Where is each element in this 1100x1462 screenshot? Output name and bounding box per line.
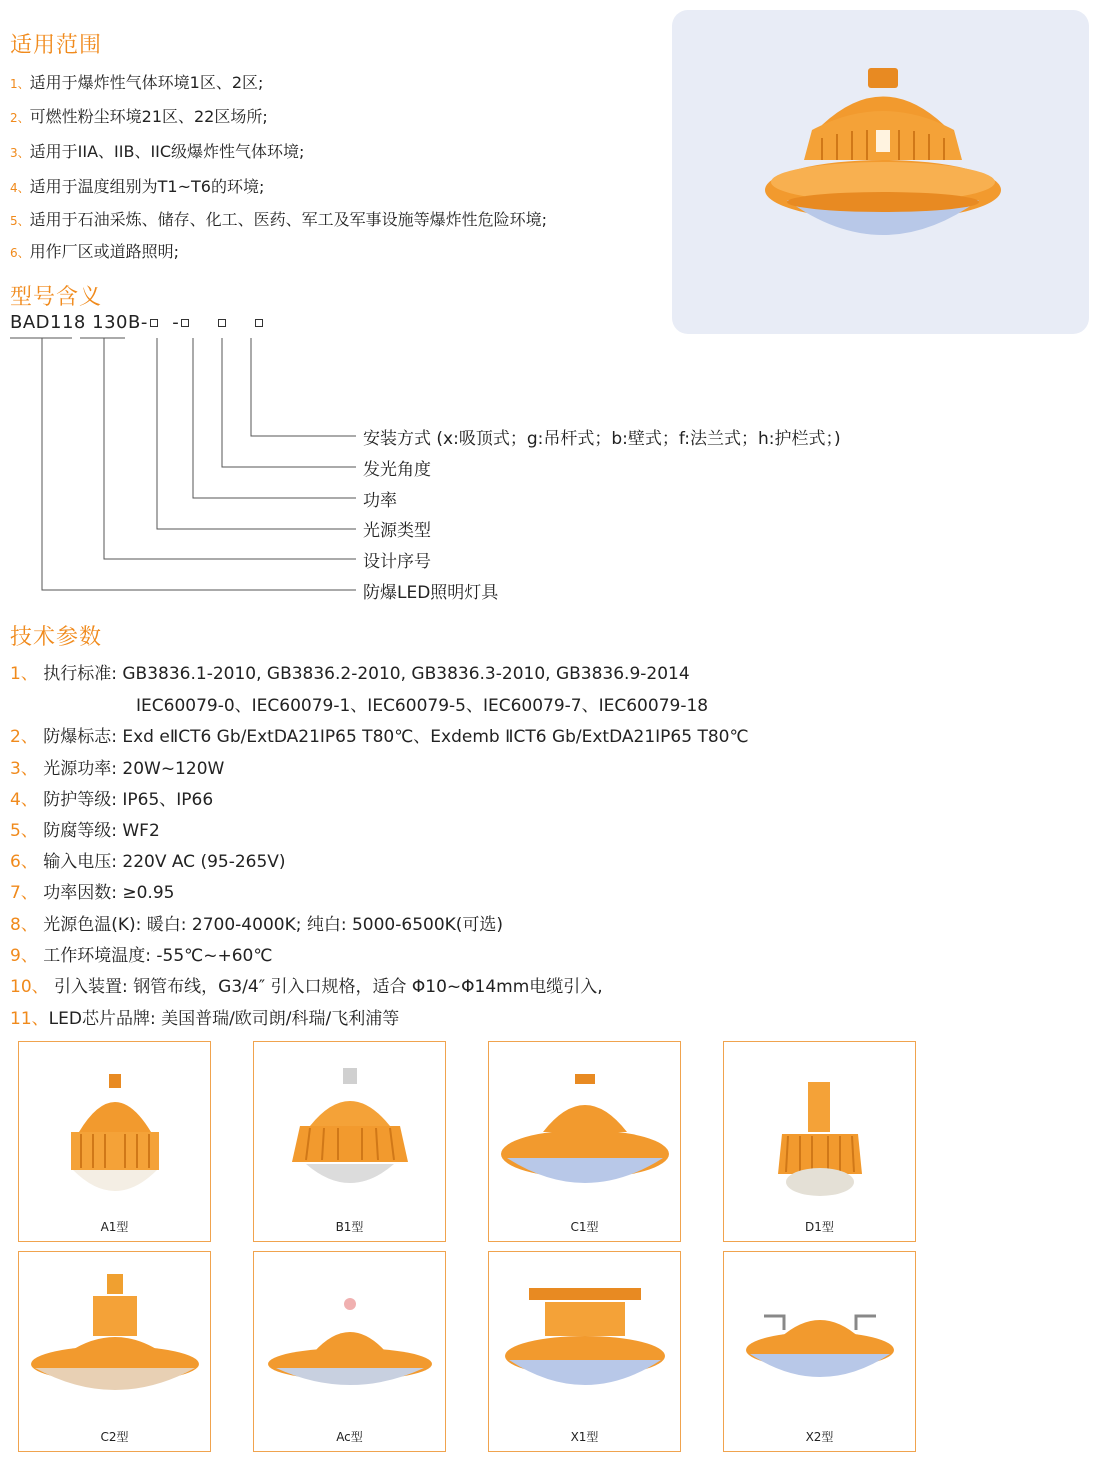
spec-value: Exd eⅡCT6 Gb/ExtDA21IP65 T80℃、Exdemb ⅡCT6 Gb/ExtDA21IP65 T80℃ — [122, 727, 749, 747]
model-tree-lines — [0, 330, 370, 600]
lamp-image-c2 — [19, 1252, 210, 1432]
spec-row — [10, 878, 174, 903]
product-label: D1型 — [805, 1220, 834, 1234]
product-tile-b1[interactable] — [253, 1041, 446, 1242]
spec-row — [136, 691, 708, 716]
spec-number: 11、 — [10, 1009, 49, 1029]
product-label: C2型 — [100, 1430, 129, 1444]
spec-row — [10, 659, 690, 684]
spec-value: 暖白: 2700-4000K; 纯白: 5000-6500K(可选) — [146, 915, 504, 935]
legend-item: 发光角度 — [363, 460, 431, 480]
list-item — [10, 104, 268, 127]
legend-item: 安装方式 (x:吸顶式；g:吊杆式；b:壁式；f:法兰式；h:护栏式；) — [363, 429, 841, 449]
spec-value: IP65、IP66 — [122, 790, 214, 810]
legend-item: 光源类型 — [363, 521, 431, 541]
spec-label: 执行标准: — [43, 664, 117, 684]
item-number: 1、 — [10, 77, 30, 91]
spec-label: 输入电压: — [43, 852, 117, 872]
section-title-model: 型号含义 — [10, 285, 103, 310]
lamp-image-ac — [254, 1252, 445, 1432]
spec-row — [10, 941, 272, 966]
product-label: C1型 — [570, 1220, 599, 1234]
product-label: X1型 — [570, 1430, 599, 1444]
model-code-prefix: BAD118 — [10, 312, 86, 333]
model-code-series: 130B- — [92, 312, 148, 333]
product-tile-ac[interactable] — [253, 1251, 446, 1452]
model-code-dash: - — [172, 312, 180, 333]
spec-label: 光源色温(K): — [43, 915, 142, 935]
list-item — [10, 174, 264, 197]
spec-row — [10, 972, 603, 997]
list-item — [10, 70, 263, 93]
item-text: 适用于IIA、IIB、IIC级爆炸性气体环境; — [29, 142, 305, 161]
spec-number: 10、 — [10, 977, 49, 997]
section-title-tech: 技术参数 — [10, 625, 103, 650]
spec-number: 7、 — [10, 883, 38, 903]
spec-label: 功率因数: — [43, 883, 117, 903]
legend-item: 防爆LED照明灯具 — [363, 583, 499, 603]
item-text: 适用于温度组别为T1~T6的环境; — [29, 177, 265, 196]
spec-value: 220V AC (95-265V) — [122, 852, 286, 872]
product-label: A1型 — [100, 1220, 129, 1234]
product-tile-c2[interactable] — [18, 1251, 211, 1452]
item-number: 4、 — [10, 181, 30, 195]
item-text: 可燃性粉尘环境21区、22区场所; — [29, 107, 268, 126]
hero-product-image — [672, 10, 1089, 334]
spec-label: LED芯片品牌: — [48, 1009, 156, 1029]
spec-row — [10, 722, 749, 747]
section-title-applicable: 适用范围 — [10, 33, 103, 58]
spec-value: -55℃~+60℃ — [156, 946, 273, 966]
lamp-image-x2 — [724, 1252, 915, 1432]
spec-row — [10, 785, 213, 810]
lamp-illustration — [672, 10, 1089, 334]
spec-number: 3、 — [10, 759, 38, 779]
spec-label: 工作环境温度: — [43, 946, 151, 966]
spec-label: 光源功率: — [43, 759, 117, 779]
list-item — [10, 139, 304, 162]
list-item — [10, 239, 179, 262]
item-text: 适用于石油采炼、储存、化工、医药、军工及军事设施等爆炸性危险环境; — [29, 210, 548, 229]
product-tile-a1[interactable] — [18, 1041, 211, 1242]
product-tile-x1[interactable] — [488, 1251, 681, 1452]
item-number: 5、 — [10, 214, 30, 228]
spec-value: IEC60079-0、IEC60079-1、IEC60079-5、IEC60079-7、IEC60079-18 — [136, 696, 709, 716]
spec-label: 防护等级: — [43, 790, 117, 810]
spec-row — [10, 847, 286, 872]
item-text: 适用于爆炸性气体环境1区、2区; — [29, 73, 264, 92]
spec-value: GB3836.1-2010, GB3836.2-2010, GB3836.3-2010, GB3836.9-2014 — [122, 664, 690, 684]
lamp-image-x1 — [489, 1252, 680, 1432]
spec-value: 20W~120W — [122, 759, 225, 779]
item-number: 6、 — [10, 246, 30, 260]
spec-row — [10, 754, 224, 779]
spec-label: 防腐等级: — [43, 821, 117, 841]
spec-value: 钢管布线，G3/4″ 引入口规格，适合 Φ10~Φ14mm电缆引入, — [133, 977, 603, 997]
product-tile-x2[interactable] — [723, 1251, 916, 1452]
spec-value: WF2 — [122, 821, 160, 841]
placeholder-box — [150, 319, 158, 327]
placeholder-box — [255, 319, 263, 327]
item-number: 3、 — [10, 146, 30, 160]
product-label: B1型 — [335, 1220, 364, 1234]
lamp-image-b1 — [254, 1042, 445, 1222]
spec-number: 8、 — [10, 915, 38, 935]
spec-label: 引入装置: — [54, 977, 128, 997]
lamp-image-c1 — [489, 1042, 680, 1222]
spec-value: 美国普瑞/欧司朗/科瑞/飞利浦等 — [161, 1009, 400, 1029]
item-number: 2、 — [10, 111, 30, 125]
spec-number: 2、 — [10, 727, 38, 747]
spec-row — [10, 910, 503, 935]
spec-number: 4、 — [10, 790, 38, 810]
legend-item: 设计序号 — [363, 552, 431, 572]
item-text: 用作厂区或道路照明; — [29, 242, 180, 261]
spec-number: 6、 — [10, 852, 38, 872]
placeholder-box — [218, 319, 226, 327]
product-label: Ac型 — [336, 1430, 363, 1444]
lamp-image-d1 — [724, 1042, 915, 1222]
spec-label: 防爆标志: — [43, 727, 117, 747]
placeholder-box — [181, 319, 189, 327]
spec-number: 1、 — [10, 664, 38, 684]
spec-row — [10, 1004, 399, 1029]
product-label: X2型 — [805, 1430, 834, 1444]
lamp-image-a1 — [19, 1042, 210, 1222]
spec-number: 9、 — [10, 946, 38, 966]
spec-row — [10, 816, 160, 841]
product-tile-c1[interactable] — [488, 1041, 681, 1242]
list-item — [10, 207, 547, 230]
legend-item: 功率 — [363, 491, 397, 511]
spec-number: 5、 — [10, 821, 38, 841]
product-tile-d1[interactable] — [723, 1041, 916, 1242]
spec-value: ≥0.95 — [122, 883, 175, 903]
